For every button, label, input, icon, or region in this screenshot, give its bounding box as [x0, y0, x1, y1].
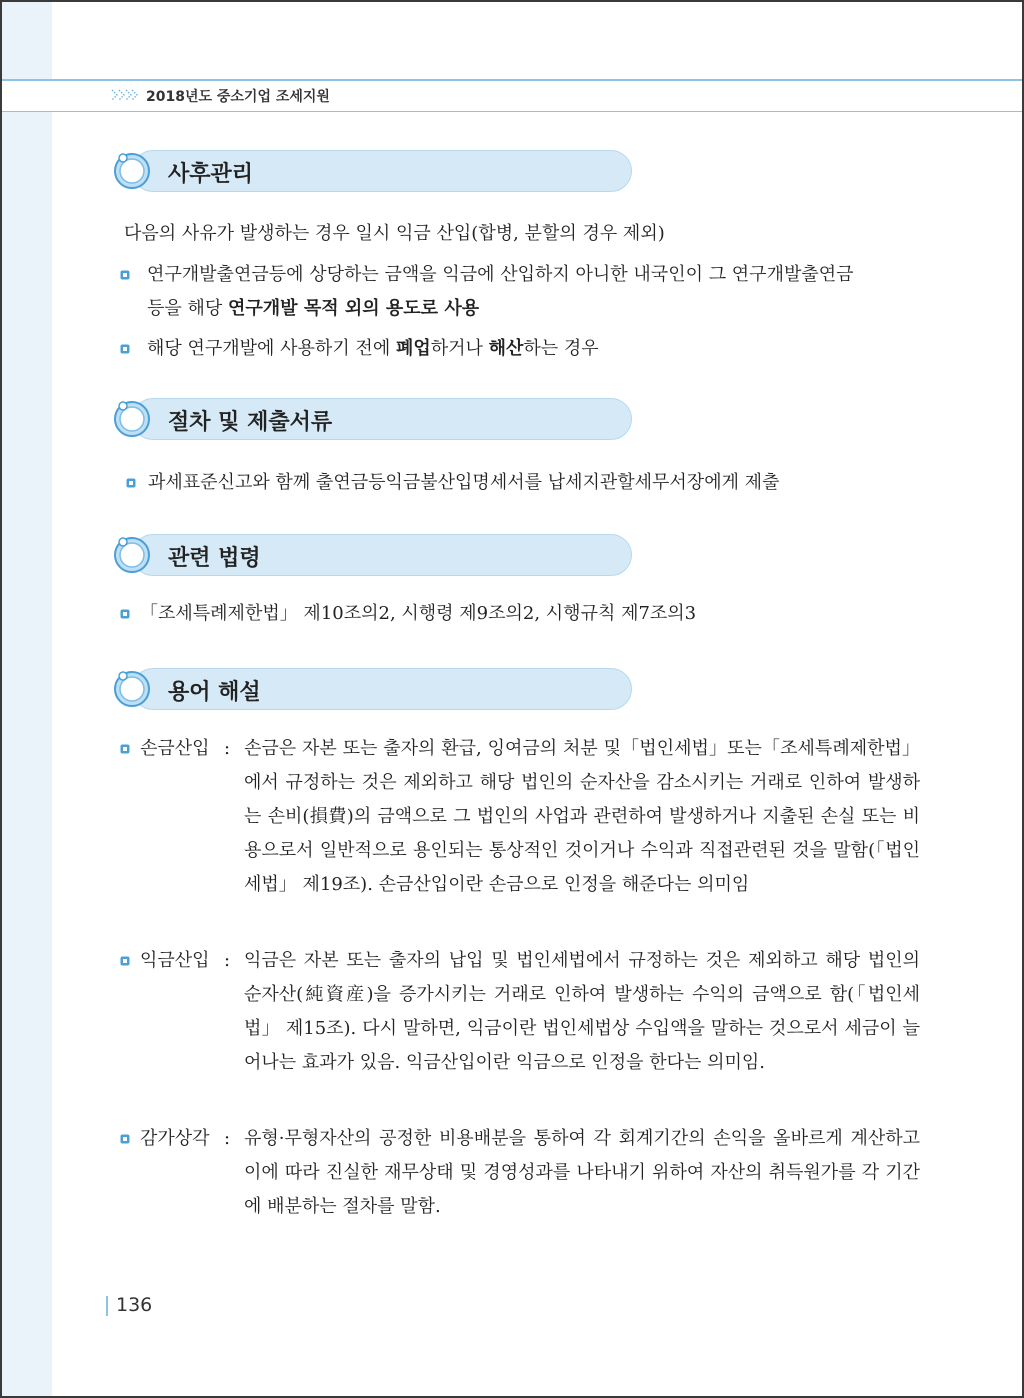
bullet-text: 하는 경우 — [523, 338, 599, 359]
square-bullet-icon — [120, 1134, 130, 1144]
bullet-text: 등을 해당 — [147, 298, 228, 319]
glossary-term — [120, 732, 920, 902]
list-item — [120, 258, 920, 326]
bullet-bold-text: 폐업 — [395, 338, 431, 359]
page-number-bar — [106, 1296, 108, 1316]
section-title: 용어 해설 — [168, 680, 261, 705]
bullet-text: 하거나 — [430, 338, 489, 359]
term-colon: : — [224, 1128, 231, 1149]
aftercare-intro: 다음의 사유가 발생하는 경우 일시 익금 산입(합병, 분할의 경우 제외) — [124, 223, 665, 244]
section-title: 사후관리 — [168, 162, 254, 187]
chevron-arrows-icon — [110, 87, 138, 103]
running-header — [2, 79, 1022, 112]
term-name: 익금산입 — [140, 950, 210, 971]
section-title: 관련 법령 — [168, 546, 261, 571]
bullet-text: 「조세특례제한법」 제10조의2, 시행령 제9조의2, 시행규칙 제7조의3 — [140, 603, 697, 624]
section-heading-aftercare — [112, 150, 632, 192]
term-name: 손금산입 — [140, 738, 210, 759]
bullet-text: 과세표준신고와 함께 출연금등익금불산입명세서를 납세지관할세무서장에게 제출 — [148, 472, 780, 493]
square-bullet-icon — [120, 609, 130, 619]
bullet-bold-text: 해산 — [488, 338, 524, 359]
list-item — [126, 466, 926, 500]
ring-circle-icon — [112, 150, 152, 190]
square-bullet-icon — [120, 744, 130, 754]
square-bullet-icon — [120, 270, 130, 280]
ring-circle-icon — [112, 398, 152, 438]
section-heading-glossary — [112, 668, 632, 710]
list-item — [120, 597, 920, 631]
square-bullet-icon — [120, 956, 130, 966]
bullet-text: 연구개발출연금등에 상당하는 금액을 익금에 산입하지 아니한 내국인이 그 연구개발출연금 — [147, 264, 854, 285]
glossary-term — [120, 944, 920, 1080]
header-title: 2018년도 중소기업 조세지원 — [146, 89, 330, 105]
term-colon: : — [224, 738, 231, 759]
list-item — [120, 332, 920, 366]
bullet-text: 해당 연구개발에 사용하기 전에 — [147, 338, 396, 359]
ring-circle-icon — [112, 668, 152, 708]
term-colon: : — [224, 950, 231, 971]
section-title: 절차 및 제출서류 — [168, 410, 333, 435]
page-number: 136 — [116, 1294, 153, 1316]
section-heading-procedure — [112, 398, 632, 440]
glossary-term — [120, 1122, 920, 1224]
ring-circle-icon — [112, 534, 152, 574]
term-description: 유형·무형자산의 공정한 비용배분을 통하여 각 회계기간의 손익을 올바르게 계산하고 이에 따라 진실한 재무상태 및 경영성과를 나타내기 위하여 자산의 취득원가를 각 기간에 배분하는 절차를 말함. — [244, 1128, 920, 1217]
term-name: 감가상각 — [140, 1128, 210, 1149]
term-description: 익금은 자본 또는 출자의 납입 및 법인세법에서 규정하는 것은 제외하고 해당 법인의 순자산(純資産)을 증가시키는 거래로 인하여 발생하는 수익의 금액으로 함(「법인세법」 제15조). 다시 말하면, 익금이란 법인세법상 수입액을 말하는 것으로서 세금이 늘어나는 효과가 있음. 익금산입이란 익금으로 인정을 한다는 의미임. — [244, 950, 920, 1073]
bullet-bold-text: 연구개발 목적 외의 용도로 사용 — [228, 298, 480, 319]
section-heading-laws — [112, 534, 632, 576]
square-bullet-icon — [126, 478, 136, 488]
term-description: 손금은 자본 또는 출자의 환급, 잉여금의 처분 및「법인세법」또는「조세특례제한법」에서 규정하는 것은 제외하고 해당 법인의 순자산을 감소시키는 거래로 인하여 발생하는 손비(損費)의 금액으로 그 법인의 사업과 관련하여 발생하거나 지출된 손실 또는 비용으로서 일반적으로 용인되는 통상적인 것이거나 수익과 직접관련된 것을 말함(「법인세법」 제19조). 손금산입이란 손금으로 인정을 해준다는 의미임 — [244, 738, 920, 895]
square-bullet-icon — [120, 344, 130, 354]
side-band — [2, 2, 52, 1396]
